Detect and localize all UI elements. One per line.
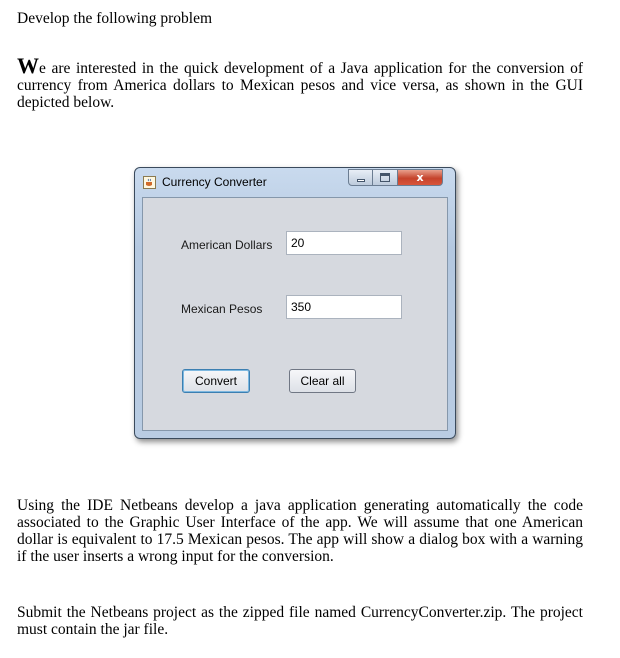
submit-paragraph: Submit the Netbeans project as the zipped file named CurrencyConverter.zip. The project must contain the jar file. (17, 604, 583, 638)
task-paragraph: Using the IDE Netbeans develop a java application generating automatically the code associated to the Graphic User Interface of the app. We will assume that one American dollar is equivalent to 17.5 Mexican pesos. The app will show a dialog box with a warning if the user inserts a wrong input for the conversion. (17, 497, 583, 565)
java-cup-icon (143, 176, 156, 189)
intro-dropcap: W (17, 53, 39, 78)
mexican-pesos-label: Mexican Pesos (181, 302, 263, 316)
minimize-button[interactable] (348, 169, 373, 186)
currency-converter-window (134, 167, 456, 439)
maximize-button[interactable] (373, 169, 398, 186)
maximize-icon (380, 173, 390, 182)
document-heading: Develop the following problem (17, 10, 212, 27)
american-dollars-label: American Dollars (181, 238, 273, 252)
window-title: Currency Converter (162, 175, 267, 189)
window-titlebar[interactable] (135, 168, 455, 196)
intro-text: e are interested in the quick development of a Java application for the conversion of currency from America dollars to Mexican pesos and vice versa, as shown in the GUI depicted below. (17, 60, 583, 111)
convert-button[interactable]: Convert (182, 369, 250, 393)
minimize-icon (357, 179, 365, 182)
american-dollars-input[interactable]: 20 (286, 231, 402, 255)
close-button[interactable] (398, 169, 443, 186)
converter-panel (142, 197, 448, 431)
close-icon: x (416, 171, 424, 184)
mexican-pesos-input[interactable]: 350 (286, 295, 402, 319)
clear-all-button[interactable]: Clear all (289, 369, 356, 393)
intro-paragraph (17, 53, 583, 111)
